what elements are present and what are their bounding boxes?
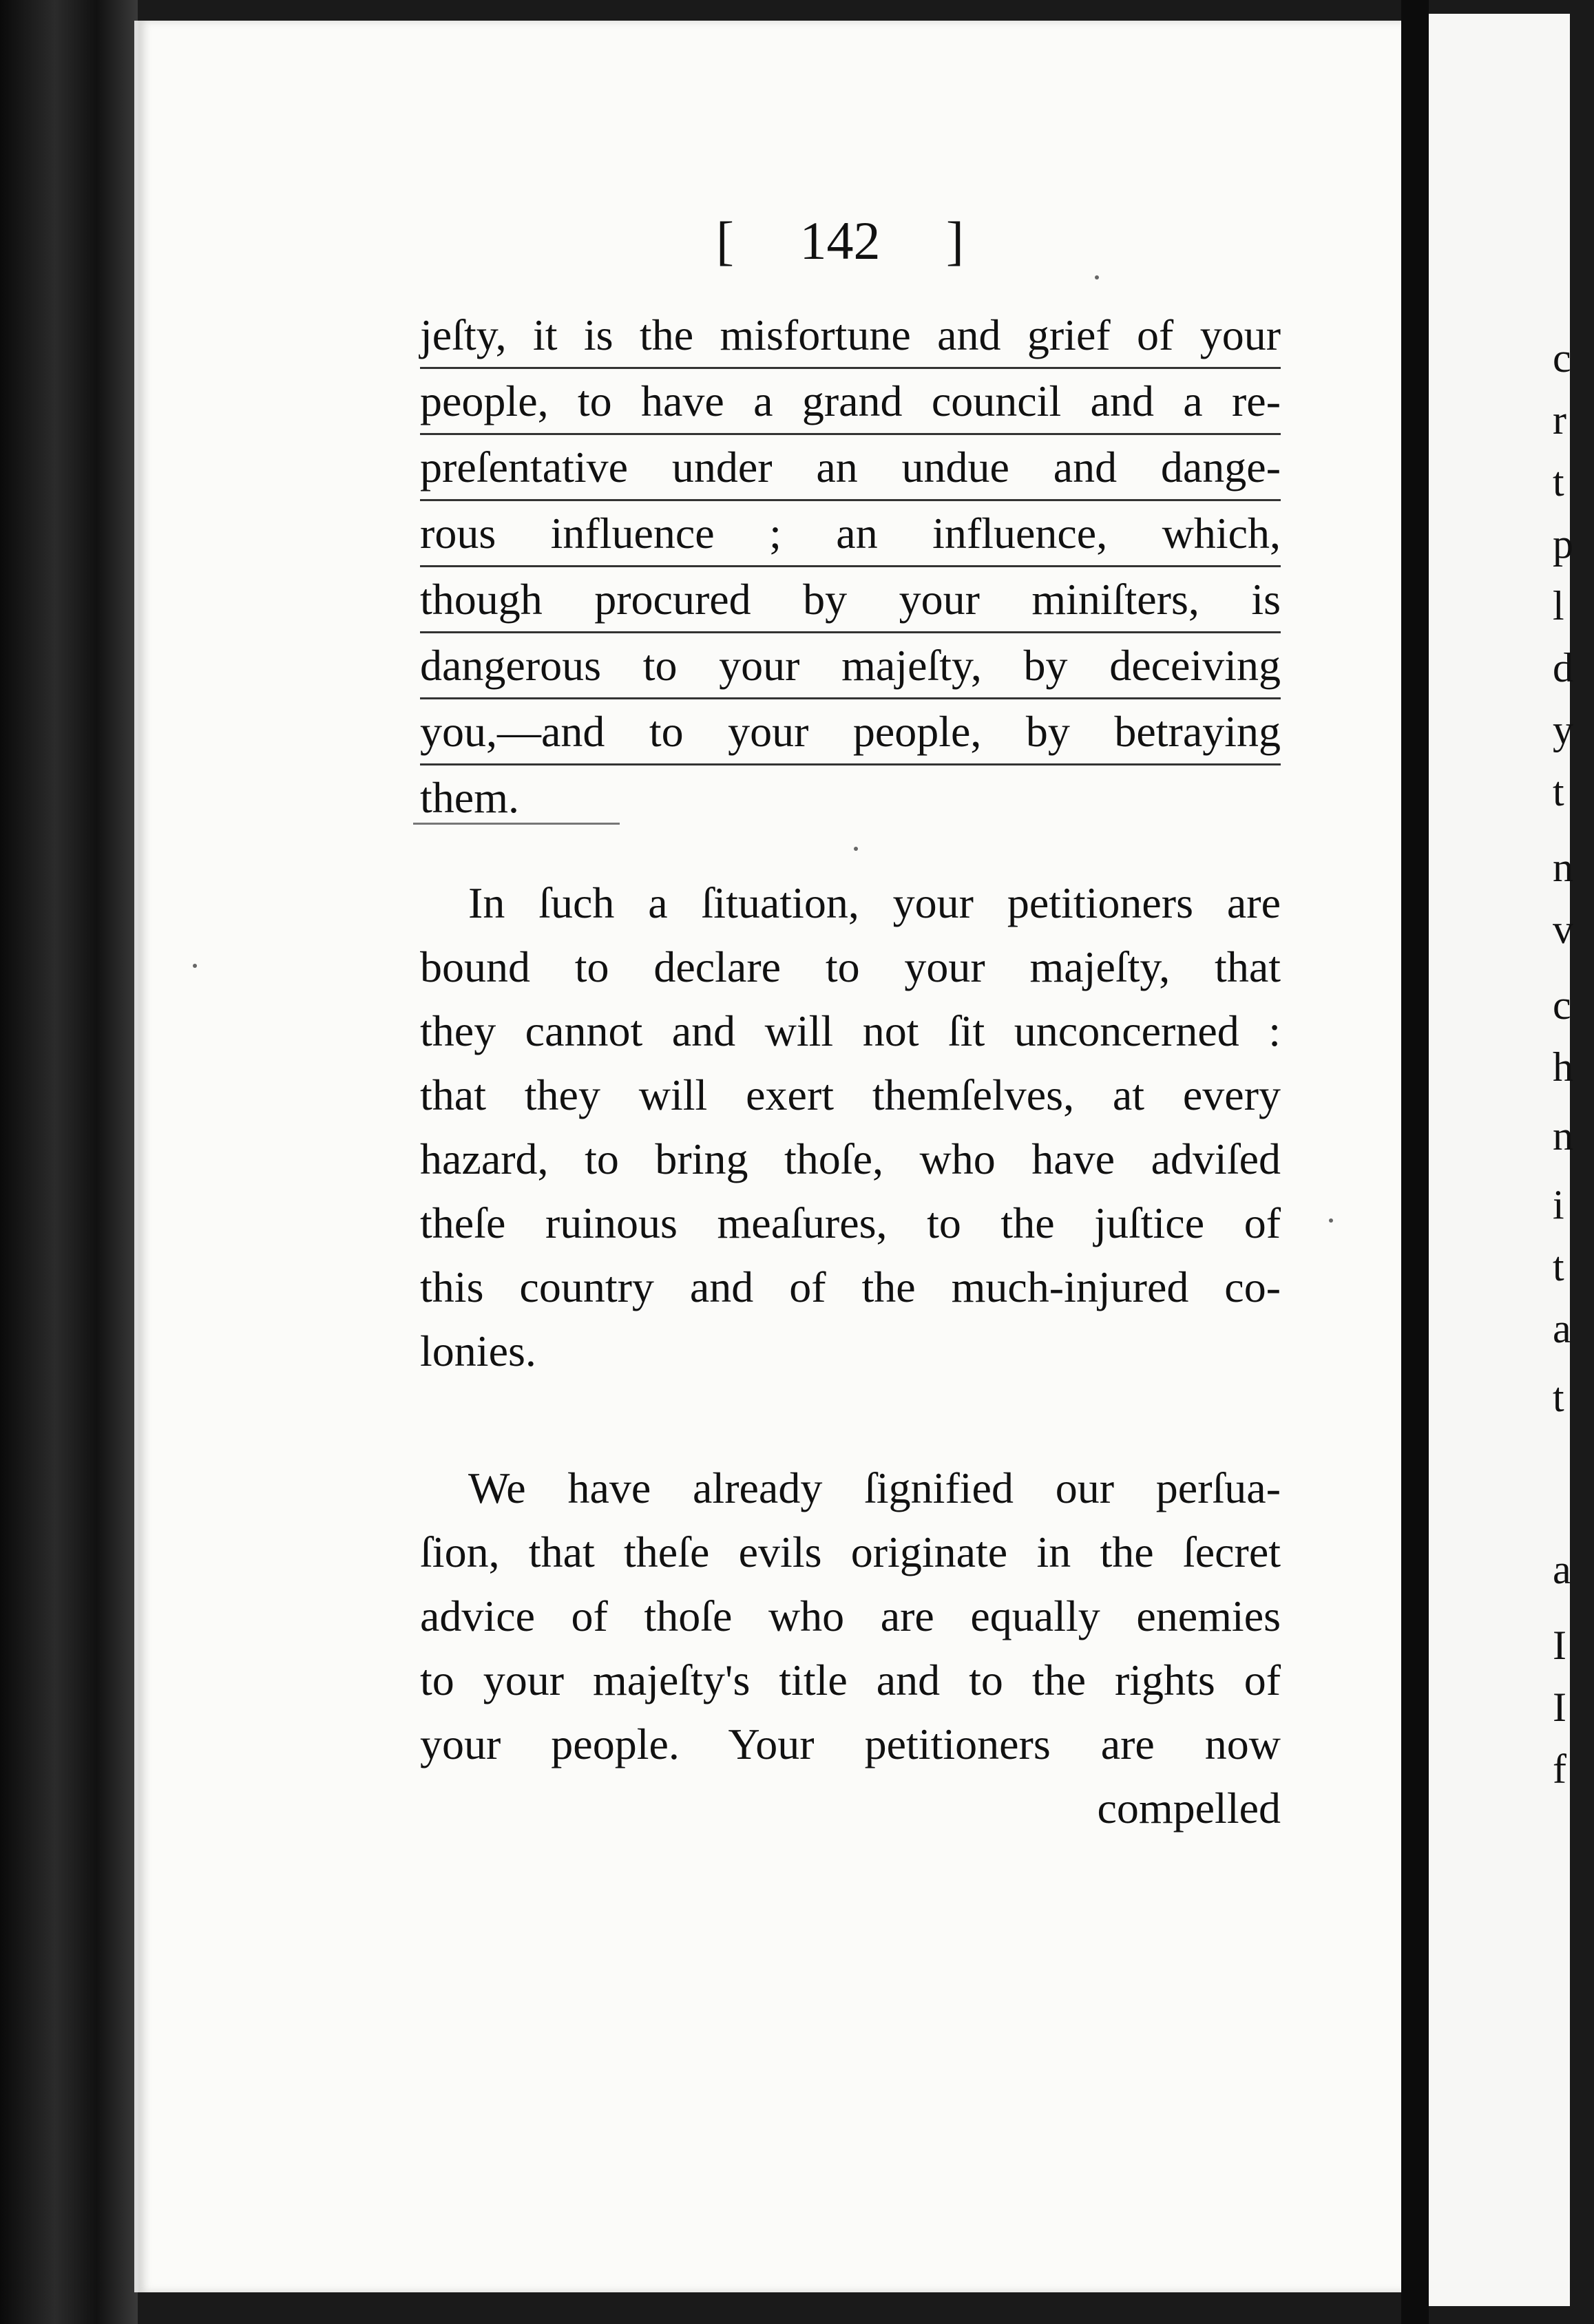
text-line: ſion, that theſe evils originate in the ſecret [420, 1528, 1281, 1576]
facing-fragment: r [1553, 397, 1566, 443]
facing-fragment: c [1553, 335, 1571, 381]
text-line: preſentative under an undue and dange- [420, 435, 1281, 501]
book-binding [0, 0, 138, 2324]
text-line: jeſty, it is the misfortune and grief of your [420, 303, 1281, 369]
text-line: them. [420, 773, 519, 822]
facing-fragment: c [1553, 982, 1571, 1028]
facing-fragment: t [1553, 769, 1564, 814]
paper-speck [193, 964, 197, 968]
facing-fragment: v [1553, 907, 1573, 952]
text-line: people, to have a grand council and a re- [420, 369, 1281, 435]
facing-fragment: h [1553, 1044, 1573, 1090]
paragraph-1 [420, 303, 1281, 830]
text-line: bound to declare to your majeſty, that [420, 942, 1281, 991]
text-line: hazard, to bring thoſe, who have adviſed [420, 1134, 1281, 1183]
catchword: compelled [1097, 1784, 1281, 1832]
text-line: this country and of the much-injured co- [420, 1263, 1281, 1311]
facing-fragment: y [1553, 707, 1573, 752]
paper-speck [854, 847, 858, 851]
facing-fragment: a [1553, 1547, 1571, 1592]
text-line: that they will exert themſelves, at every [420, 1070, 1281, 1119]
text-line: though procured by your miniſters, is [420, 567, 1281, 633]
text-line: you,—and to your people, by betraying [420, 699, 1281, 765]
page-number: 142 [799, 211, 881, 271]
text-line: advice of thoſe who are equally enemies [420, 1592, 1281, 1640]
text-line: your people. Your petitioners are now [420, 1720, 1281, 1768]
text-line: they cannot and will not ſit unconcerned : [420, 1006, 1281, 1055]
text-line: theſe ruinous meaſures, to the juſtice of [420, 1198, 1281, 1247]
text-line: In ſuch a ſituation, your petitioners are [468, 878, 1281, 927]
bracket-open: [ [716, 211, 734, 271]
facing-fragment: l [1553, 583, 1564, 628]
facing-fragment: t [1553, 1375, 1564, 1420]
facing-fragment: f [1553, 1746, 1566, 1792]
text-line: We have already ſignified our perſua- [468, 1464, 1281, 1512]
paragraph-3 [420, 1456, 1281, 1840]
facing-fragment: t [1553, 1244, 1564, 1289]
facing-fragment: t [1553, 459, 1564, 505]
facing-page [1429, 14, 1573, 2306]
facing-fragment: i [1553, 1182, 1564, 1227]
facing-fragment: p [1553, 521, 1573, 567]
facing-fragment: n [1553, 845, 1573, 890]
paper-speck [1329, 1218, 1333, 1223]
facing-fragment: d [1553, 645, 1573, 690]
page-gutter [1401, 0, 1429, 2324]
bracket-close: ] [946, 211, 964, 271]
text-line: to your majeſty's title and to the rights of [420, 1656, 1281, 1704]
text-line: rous influence ; an influence, which, [420, 501, 1281, 567]
text-line: lonies. [420, 1327, 536, 1375]
facing-fragment: n [1553, 1113, 1573, 1159]
facing-fragment: I [1553, 1684, 1566, 1730]
page-header [716, 207, 964, 275]
paragraph-2 [420, 871, 1281, 1383]
text-line: dangerous to your majeſty, by deceiving [420, 633, 1281, 699]
paper-speck [1095, 275, 1099, 279]
facing-fragment: a [1553, 1306, 1571, 1351]
facing-fragment: I [1553, 1623, 1566, 1668]
divider-rule [413, 823, 620, 825]
